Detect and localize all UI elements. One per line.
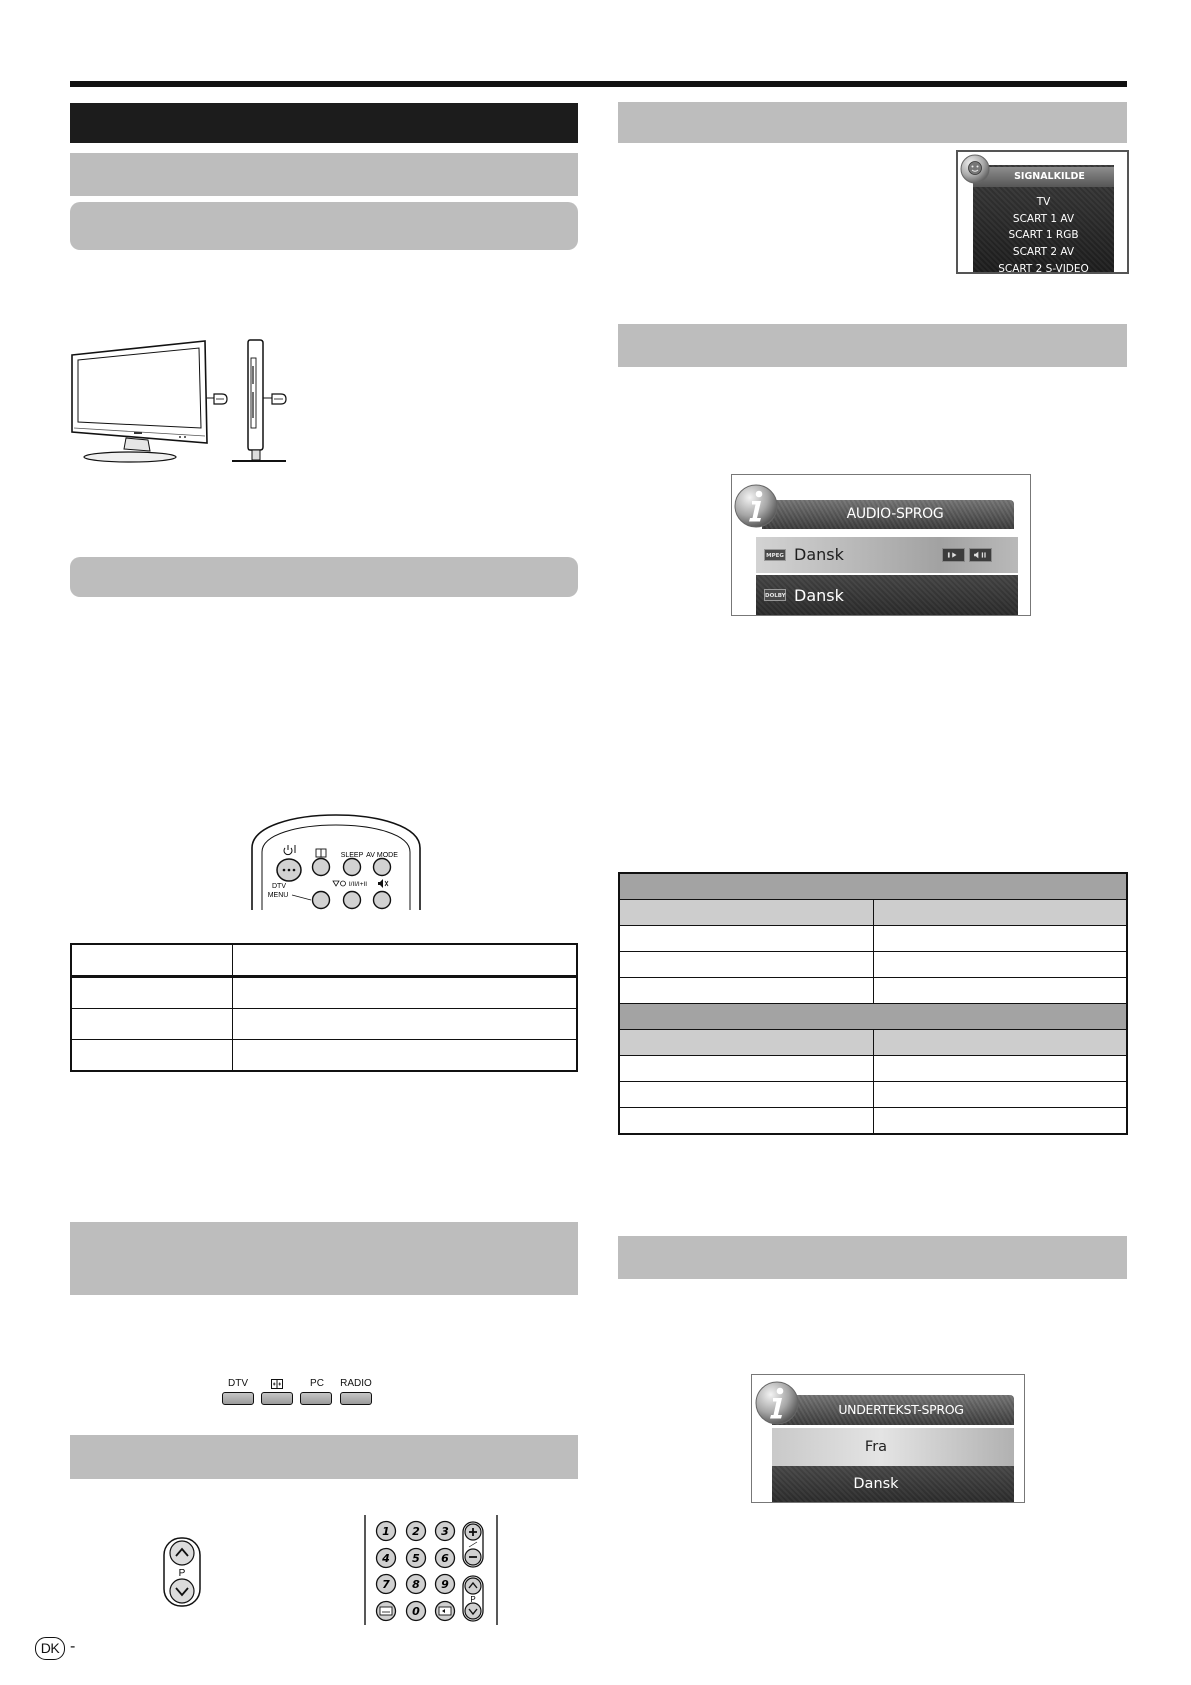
table-cell: [873, 1056, 1127, 1082]
table-cell: [619, 978, 873, 1004]
sound-mode-button: [344, 892, 361, 909]
digit-label: 0: [412, 1605, 420, 1618]
mpeg-badge: MPEG: [764, 549, 786, 561]
stereo-left-indicator-icon: [942, 548, 965, 562]
signal-source-item: SCART 2 S-VIDEO: [998, 262, 1089, 272]
subtitle-language-title: UNDERTEKST-SPROG: [772, 1395, 1014, 1425]
table-cell: [873, 1082, 1127, 1108]
table-row: [619, 978, 1127, 1004]
table-row: [71, 1009, 577, 1040]
hand-pointer-icon: [207, 394, 227, 404]
leader-line: [292, 895, 311, 900]
subsection-bar: [70, 153, 578, 196]
table-cell: [619, 900, 873, 926]
audio-language-title: AUDIO-SPROG: [762, 500, 1014, 529]
sleep-label: SLEEP: [340, 852, 364, 859]
digit-label: 6: [441, 1552, 449, 1565]
right-table: [618, 872, 1128, 1135]
mute-icon: [378, 879, 388, 888]
menu-label: MENU: [267, 892, 289, 899]
top-rule: [70, 81, 1127, 87]
subsection-bar: [618, 1236, 1127, 1279]
signal-source-list: [973, 194, 1114, 272]
tv-controls-illustration: [68, 336, 298, 468]
table-cell: [619, 926, 873, 952]
flashback-button-icon: [436, 1602, 455, 1621]
subtitle-language-option: Fra: [772, 1428, 1014, 1466]
dolby-badge: DOLBY: [764, 589, 786, 601]
signal-source-panel: [973, 165, 1114, 272]
table-row: [619, 926, 1127, 952]
hand-pointer-icon: [263, 394, 286, 404]
radio-button-label: RADIO: [340, 1378, 372, 1389]
signal-source-icon: [959, 153, 991, 185]
table-row: [619, 1056, 1127, 1082]
info-icon: [733, 482, 779, 530]
audio-language-label: Dansk: [794, 586, 844, 605]
av-mode-button: [374, 859, 391, 876]
sound-mode-label: I/II/I+II: [348, 881, 368, 888]
audio-language-option: [756, 575, 1018, 616]
power-button: [277, 859, 301, 881]
dtv-menu-button: [313, 892, 330, 909]
digit-label: 2: [412, 1525, 420, 1538]
table-header-row: [71, 944, 577, 977]
keypad-channel-label: P: [470, 1595, 476, 1604]
table-cell: [233, 977, 578, 1009]
table-cell: [619, 952, 873, 978]
table-header-cell: [233, 944, 578, 977]
topic-bar: [70, 557, 578, 597]
left-table: [70, 943, 578, 1072]
table-cell: [71, 977, 233, 1009]
digit-label: 9: [441, 1578, 449, 1591]
number-keypad-illustration: [360, 1515, 502, 1625]
sleep-button: [344, 859, 361, 876]
teletext-button: [313, 859, 330, 876]
subtitle-language-option: Dansk: [772, 1466, 1014, 1502]
signal-source-item: TV: [1036, 196, 1051, 208]
table-row: [619, 1082, 1127, 1108]
table-row: [71, 977, 577, 1009]
table-cell: [619, 1030, 873, 1056]
tv-front-view: [72, 341, 207, 462]
pc-button-label: PC: [310, 1378, 324, 1389]
channel-rocker-illustration: [163, 1537, 201, 1607]
sound-mode-icon: [333, 881, 346, 886]
channel-label: P: [178, 1568, 186, 1579]
info-icon: [754, 1379, 800, 1427]
digit-label: 7: [382, 1578, 390, 1591]
table-cell: [873, 1108, 1127, 1135]
table-cell: [619, 1056, 873, 1082]
subtitle-language-menu-screenshot: [751, 1374, 1025, 1503]
table-row: [619, 952, 1127, 978]
topic-bar: [70, 202, 578, 250]
channel-up-icon: [170, 1541, 194, 1565]
table-cell: [619, 873, 1127, 900]
table-row: [619, 1108, 1127, 1135]
table-header-cell: [71, 944, 233, 977]
subsection-bar: [70, 1222, 578, 1295]
teletext-button: [261, 1392, 293, 1405]
source-buttons-illustration: [218, 1378, 380, 1410]
section-heading-bar: [70, 103, 578, 143]
subsection-bar: [70, 1435, 578, 1479]
subsection-bar: [618, 102, 1127, 143]
table-cell: [71, 1009, 233, 1040]
digit-label: 3: [441, 1525, 449, 1538]
signal-source-item: SCART 1 RGB: [1008, 229, 1079, 242]
pc-button: [300, 1392, 332, 1405]
signal-source-item: SCART 2 AV: [1012, 246, 1075, 259]
table-cell: [873, 952, 1127, 978]
dtv-label: DTV: [272, 883, 286, 890]
channel-down-icon: [170, 1579, 194, 1603]
table-cell: [619, 1004, 1127, 1030]
volume-rocker-icon: [463, 1522, 483, 1567]
table-cell: [71, 1040, 233, 1072]
digit-label: 4: [382, 1552, 390, 1565]
table-cell: [619, 1108, 873, 1135]
signal-source-item: SCART 1 AV: [1012, 212, 1075, 225]
table-cell: [233, 1040, 578, 1072]
page-number-separator: -: [70, 1638, 76, 1655]
teletext-icon: [271, 1379, 283, 1389]
remote-top-illustration: [248, 796, 424, 910]
teletext-icon: [316, 849, 326, 857]
signal-source-title: SIGNALKILDE: [973, 167, 1114, 187]
subtitle-button-icon: [377, 1602, 396, 1621]
table-cell: [873, 978, 1127, 1004]
stereo-right-indicator-icon: [969, 548, 992, 562]
table-header-row: [619, 1030, 1127, 1056]
audio-language-option: [756, 537, 1018, 573]
table-header-row: [619, 900, 1127, 926]
region-badge: DK: [35, 1637, 65, 1660]
table-cell: [873, 926, 1127, 952]
signal-source-menu-screenshot: [956, 150, 1129, 274]
table-cell: [873, 900, 1127, 926]
table-cell: [233, 1009, 578, 1040]
dtv-button: [222, 1392, 254, 1405]
audio-language-label: Dansk: [794, 545, 844, 564]
digit-label: 1: [382, 1525, 390, 1538]
table-row: [71, 1040, 577, 1072]
mute-button: [374, 892, 391, 909]
table-cell: [873, 1030, 1127, 1056]
power-icon: [284, 845, 295, 855]
radio-button: [340, 1392, 372, 1405]
subsection-bar: [618, 324, 1127, 367]
av-mode-label: AV MODE: [366, 852, 398, 859]
audio-language-menu-screenshot: [731, 474, 1031, 616]
table-cell: [619, 1082, 873, 1108]
table-section-row: [619, 1004, 1127, 1030]
digit-label: 5: [412, 1552, 420, 1565]
digit-label: 8: [412, 1578, 420, 1591]
table-section-row: [619, 873, 1127, 900]
dtv-button-label: DTV: [228, 1378, 248, 1389]
